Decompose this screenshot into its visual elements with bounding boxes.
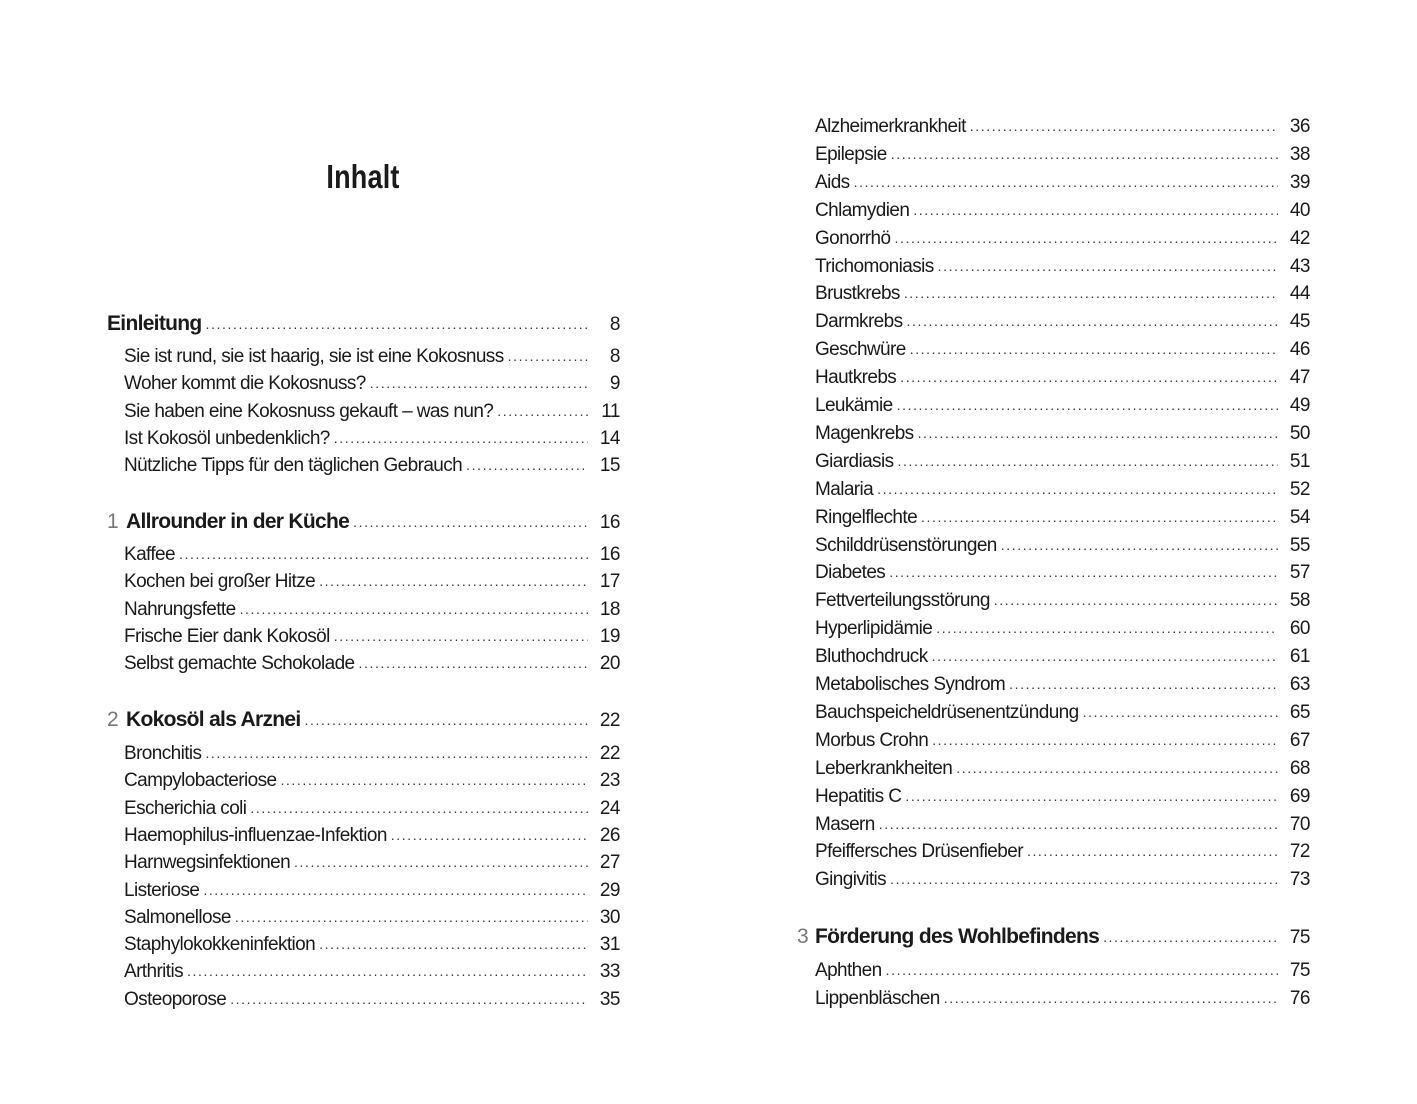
- entry-label: Kaffee: [124, 544, 175, 565]
- page-number: 8: [609, 314, 620, 335]
- page-number: 67: [1289, 730, 1310, 751]
- page-number: 55: [1289, 535, 1310, 556]
- dot-leader: [353, 509, 588, 535]
- entry-label: Malaria: [815, 479, 874, 500]
- entry-label: Selbst gemachte Schokolade: [124, 653, 355, 674]
- entry-label: Geschwüre: [815, 339, 906, 360]
- page-number: 20: [599, 653, 620, 674]
- page-number: 16: [599, 512, 620, 533]
- left-page: [0, 0, 708, 1104]
- page-number: 15: [599, 455, 620, 476]
- dot-leader: [938, 253, 1278, 279]
- toc-entry[interactable]: [815, 254, 1310, 280]
- toc-entry[interactable]: [815, 784, 1310, 810]
- page-number: 31: [599, 934, 620, 955]
- toc-entry[interactable]: [124, 878, 620, 904]
- page-number: 30: [599, 907, 620, 928]
- toc-entry[interactable]: [124, 542, 620, 568]
- dot-leader: [187, 958, 588, 984]
- page-number: 24: [599, 798, 620, 819]
- page-number: 8: [609, 346, 620, 367]
- page-number: 50: [1289, 423, 1310, 444]
- entry-label: Escherichia coli: [124, 798, 247, 819]
- entry-label: Leberkrankheiten: [815, 758, 953, 779]
- dot-leader: [944, 985, 1278, 1011]
- entry-label: Schilddrüsenstörungen: [815, 535, 997, 556]
- dot-leader: [907, 308, 1278, 334]
- toc-entry[interactable]: [124, 624, 620, 650]
- entry-label: Magenkrebs: [815, 423, 914, 444]
- entry-label: Epilepsie: [815, 144, 887, 165]
- toc-entry[interactable]: [815, 421, 1310, 447]
- dot-leader: [250, 795, 588, 821]
- toc-entry[interactable]: [815, 337, 1310, 363]
- dot-leader: [936, 615, 1278, 641]
- page-number: 22: [599, 710, 620, 731]
- dot-leader: [900, 364, 1278, 390]
- dot-leader: [1027, 838, 1278, 864]
- page-number: 18: [599, 599, 620, 620]
- dot-leader: [1001, 532, 1278, 558]
- dot-leader: [889, 559, 1278, 585]
- dot-leader: [508, 343, 588, 369]
- page-number: 69: [1289, 786, 1310, 807]
- entry-label: Nahrungsfette: [124, 599, 236, 620]
- toc-entry[interactable]: [124, 426, 620, 452]
- toc-heading-chapter-1[interactable]: [126, 509, 620, 535]
- section-heading-label: Förderung des Wohlbefindens: [815, 925, 1100, 948]
- entry-label: Nützliche Tipps für den täglichen Gebrauch: [124, 455, 463, 476]
- entry-label: Pfeiffersches Drüsenfieber: [815, 841, 1023, 862]
- page-number: 39: [1289, 172, 1310, 193]
- page-number: 60: [1289, 618, 1310, 639]
- dot-leader: [854, 169, 1278, 195]
- toc-heading-chapter-3[interactable]: [815, 924, 1310, 950]
- dot-leader: [179, 541, 588, 567]
- toc-entry[interactable]: [815, 644, 1310, 670]
- page-number: 29: [599, 880, 620, 901]
- entry-label: Aids: [815, 172, 850, 193]
- dot-leader: [994, 587, 1278, 613]
- page-number: 14: [599, 428, 620, 449]
- entry-label: Lippenbläschen: [815, 988, 940, 1009]
- entry-label: Giardiasis: [815, 451, 894, 472]
- toc-entry[interactable]: [124, 987, 620, 1013]
- entry-label: Listeriose: [124, 880, 200, 901]
- dot-leader: [1103, 924, 1278, 950]
- entry-label: Ringelflechte: [815, 507, 918, 528]
- page-number: 44: [1289, 283, 1310, 304]
- page-number: 22: [599, 743, 620, 764]
- toc-entry[interactable]: [124, 453, 620, 479]
- page-number: 19: [599, 626, 620, 647]
- dot-leader: [877, 476, 1278, 502]
- toc-entry[interactable]: [815, 142, 1310, 168]
- page-number: 17: [599, 571, 620, 592]
- page-number: 58: [1289, 590, 1310, 611]
- dot-leader: [910, 336, 1278, 362]
- toc-entry[interactable]: [124, 905, 620, 931]
- toc-entry[interactable]: [124, 959, 620, 985]
- page-number: 54: [1289, 507, 1310, 528]
- toc-entry[interactable]: [815, 986, 1310, 1012]
- chapter-number: 2: [107, 708, 119, 731]
- page-number: 16: [599, 544, 620, 565]
- toc-heading-einleitung[interactable]: [107, 311, 620, 337]
- toc-heading-chapter-2[interactable]: [126, 707, 620, 733]
- toc-entry[interactable]: [815, 477, 1310, 503]
- toc-entry[interactable]: [815, 533, 1310, 559]
- page-number: 63: [1289, 674, 1310, 695]
- dot-leader: [319, 931, 588, 957]
- chapter-number: 3: [797, 925, 809, 948]
- dot-leader: [932, 727, 1278, 753]
- dot-leader: [970, 113, 1278, 139]
- toc-entry[interactable]: [815, 505, 1310, 531]
- dot-leader: [334, 425, 588, 451]
- dot-leader: [891, 141, 1278, 167]
- section-heading-label: Einleitung: [107, 312, 202, 335]
- dot-leader: [391, 822, 588, 848]
- toc-entry[interactable]: [815, 700, 1310, 726]
- entry-label: Leukämie: [815, 395, 893, 416]
- dot-leader: [319, 568, 588, 594]
- page-number: 27: [599, 852, 620, 873]
- dot-leader: [921, 504, 1278, 530]
- page-number: 43: [1289, 256, 1310, 277]
- dot-leader: [305, 707, 588, 733]
- dot-leader: [956, 755, 1278, 781]
- entry-label: Salmonellose: [124, 907, 231, 928]
- dot-leader: [280, 767, 588, 793]
- toc-entry[interactable]: [815, 365, 1310, 391]
- page-number: 70: [1289, 814, 1310, 835]
- entry-label: Metabolisches Syndrom: [815, 674, 1006, 695]
- toc-entry[interactable]: [815, 839, 1310, 865]
- entry-label: Brustkrebs: [815, 283, 900, 304]
- dot-leader: [894, 225, 1278, 251]
- page-number: 49: [1289, 395, 1310, 416]
- toc-entry[interactable]: [815, 449, 1310, 475]
- dot-leader: [205, 740, 588, 766]
- dot-leader: [913, 197, 1278, 223]
- dot-leader: [1083, 699, 1278, 725]
- dot-leader: [918, 420, 1278, 446]
- entry-label: Ist Kokosöl unbedenklich?: [124, 428, 330, 449]
- page-number: 52: [1289, 479, 1310, 500]
- toc-entry[interactable]: [815, 198, 1310, 224]
- toc-entry[interactable]: [815, 728, 1310, 754]
- dot-leader: [904, 280, 1278, 306]
- entry-label: Diabetes: [815, 562, 886, 583]
- entry-label: Hyperlipidämie: [815, 618, 933, 639]
- dot-leader: [466, 452, 588, 478]
- toc-entry[interactable]: [124, 741, 620, 767]
- toc-entry[interactable]: [124, 768, 620, 794]
- page-number: 68: [1289, 758, 1310, 779]
- entry-label: Hepatitis C: [815, 786, 902, 807]
- entry-label: Fettverteilungsstörung: [815, 590, 990, 611]
- entry-label: Sie ist rund, sie ist haarig, sie ist eine Kokosnuss: [124, 346, 504, 367]
- dot-leader: [359, 650, 588, 676]
- dot-leader: [932, 643, 1278, 669]
- page-number: 75: [1289, 960, 1310, 981]
- page-number: 72: [1289, 841, 1310, 862]
- dot-leader: [235, 904, 588, 930]
- page-title: Inhalt: [326, 158, 400, 195]
- entry-label: Gingivitis: [815, 869, 887, 890]
- dot-leader: [897, 448, 1278, 474]
- entry-label: Bluthochdruck: [815, 646, 928, 667]
- entry-label: Trichomoniasis: [815, 256, 934, 277]
- toc-entry[interactable]: [124, 932, 620, 958]
- toc-entry[interactable]: [815, 114, 1310, 140]
- page-number: 11: [601, 401, 620, 422]
- dot-leader: [497, 398, 588, 424]
- page-number: 47: [1289, 367, 1310, 388]
- page-number: 9: [609, 373, 620, 394]
- toc-entry[interactable]: [124, 399, 620, 425]
- dot-leader: [230, 986, 588, 1012]
- page-number: 51: [1289, 451, 1310, 472]
- toc-entry[interactable]: [815, 560, 1310, 586]
- toc-entry[interactable]: [124, 371, 620, 397]
- toc-entry[interactable]: [815, 588, 1310, 614]
- page-number: 73: [1289, 869, 1310, 890]
- dot-leader: [206, 311, 589, 337]
- entry-label: Kochen bei großer Hitze: [124, 571, 316, 592]
- page-number: 26: [599, 825, 620, 846]
- entry-label: Morbus Crohn: [815, 730, 929, 751]
- toc-entry[interactable]: [124, 569, 620, 595]
- entry-label: Chlamydien: [815, 200, 910, 221]
- toc-entry[interactable]: [815, 958, 1310, 984]
- entry-label: Masern: [815, 814, 875, 835]
- toc-entry[interactable]: [815, 281, 1310, 307]
- dot-leader: [334, 623, 588, 649]
- page-number: 42: [1289, 228, 1310, 249]
- dot-leader: [886, 957, 1278, 983]
- entry-label: Darmkrebs: [815, 311, 903, 332]
- entry-label: Haemophilus-influenzae-Infektion: [124, 825, 387, 846]
- page-number: 35: [599, 989, 620, 1010]
- toc-entry[interactable]: [815, 756, 1310, 782]
- dot-leader: [879, 811, 1278, 837]
- toc-entry[interactable]: [815, 170, 1310, 196]
- toc-entry[interactable]: [815, 812, 1310, 838]
- entry-label: Hautkrebs: [815, 367, 897, 388]
- toc-entry[interactable]: [124, 850, 620, 876]
- entry-label: Campylobacteriose: [124, 770, 277, 791]
- page-number: 61: [1289, 646, 1310, 667]
- entry-label: Alzheimerkrankheit: [815, 116, 966, 137]
- entry-label: Sie haben eine Kokosnuss gekauft – was nun?: [124, 401, 494, 422]
- chapter-number: 1: [107, 510, 119, 533]
- entry-label: Bauchspeicheldrüsenentzündung: [815, 702, 1079, 723]
- dot-leader: [240, 596, 588, 622]
- toc-entry[interactable]: [815, 226, 1310, 252]
- page-number: 40: [1289, 200, 1310, 221]
- toc-entry[interactable]: [124, 651, 620, 677]
- entry-label: Harnwegsinfektionen: [124, 852, 291, 873]
- toc-entry[interactable]: [124, 796, 620, 822]
- page-number: 36: [1289, 116, 1310, 137]
- dot-leader: [203, 877, 588, 903]
- toc-entry[interactable]: [815, 393, 1310, 419]
- entry-label: Osteoporose: [124, 989, 227, 1010]
- entry-label: Woher kommt die Kokosnuss?: [124, 373, 366, 394]
- entry-label: Bronchitis: [124, 743, 202, 764]
- entry-label: Arthritis: [124, 961, 183, 982]
- toc-entry[interactable]: [815, 616, 1310, 642]
- page-number: 33: [599, 961, 620, 982]
- toc-entry[interactable]: [124, 597, 620, 623]
- section-heading-label: Allrounder in der Küche: [126, 510, 350, 533]
- dot-leader: [1009, 671, 1278, 697]
- entry-label: Frische Eier dank Kokosöl: [124, 626, 330, 647]
- page-number: 57: [1289, 562, 1310, 583]
- toc-entry[interactable]: [124, 823, 620, 849]
- entry-label: Aphthen: [815, 960, 882, 981]
- right-page: [708, 0, 1417, 1104]
- section-heading-label: Kokosöl als Arznei: [126, 708, 301, 731]
- entry-label: Gonorrhö: [815, 228, 891, 249]
- dot-leader: [294, 849, 588, 875]
- page-number: 46: [1289, 339, 1310, 360]
- page-number: 76: [1289, 988, 1310, 1009]
- dot-leader: [905, 783, 1278, 809]
- toc-entry[interactable]: [124, 344, 620, 370]
- toc-entry[interactable]: [815, 867, 1310, 893]
- dot-leader: [370, 370, 588, 396]
- toc-entry[interactable]: [815, 309, 1310, 335]
- page-number: 45: [1289, 311, 1310, 332]
- entry-label: Staphylokokkeninfektion: [124, 934, 316, 955]
- page-number: 38: [1289, 144, 1310, 165]
- dot-leader: [897, 392, 1278, 418]
- page-number: 75: [1289, 927, 1310, 948]
- page-number: 23: [599, 770, 620, 791]
- toc-entry[interactable]: [815, 672, 1310, 698]
- page-number: 65: [1289, 702, 1310, 723]
- dot-leader: [890, 866, 1278, 892]
